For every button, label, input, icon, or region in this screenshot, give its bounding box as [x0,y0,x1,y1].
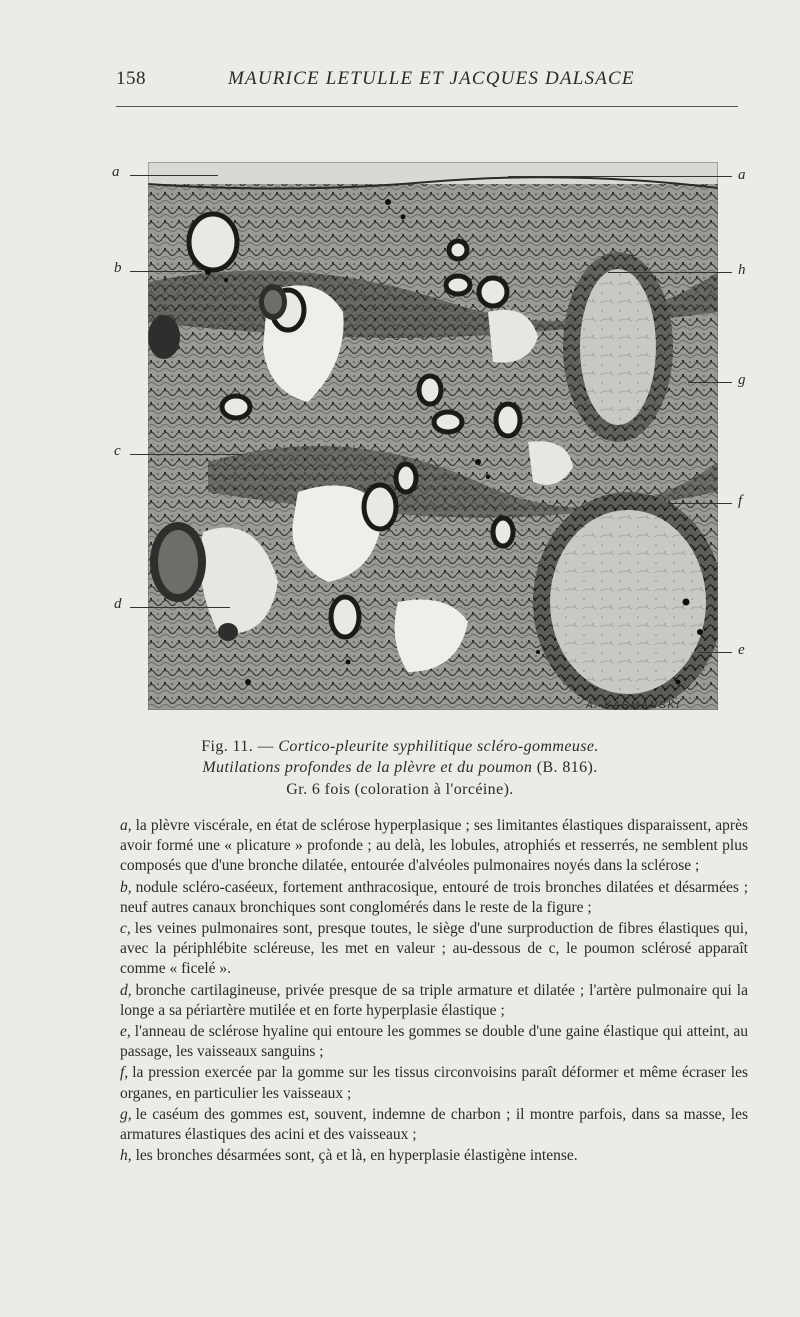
leader-line [130,607,230,608]
legend-key: b, [120,878,132,896]
figure-label-b: b [114,260,122,276]
figure-label-e: e [738,642,745,658]
legend-text: nodule scléro-caséeux, fortement anthracosique, entouré de trois bronches dilatées et désarmées ; neuf autres canaux bronchiques sont conglomérés dans le reste de la figure ; [120,878,748,916]
legend-key: f, [120,1064,129,1082]
caption-subtitle: Mutilations profondes de la plèvre et du poumon [202,759,533,776]
legend-text: la plèvre viscérale, en état de sclérose hyperplasique ; ses limitantes élastiques disparaissent, après avoir formé une « plicature » profonde ; au delà, les lobules, atrophiés et resserrés, ne semblent plus composés que d'une bronche dilatée, entourée d'alvéoles pulmonaires noyés dans la sclérose ; [120,817,748,875]
micrograph-image [148,162,718,710]
leader-line [698,652,732,653]
legend-text: le caséum des gommes est, souvent, indemne de charbon ; il montre parfois, dans sa masse, les armatures élastiques des acini et des vaisseaux ; [120,1105,748,1144]
legend-key: a, [120,817,132,834]
legend-text: bronche cartilagineuse, privée presque de sa triple armature et dilatée ; l'artère pulmonaire qui la longe a sa périartère mutilée et en forte hyperplasie élastique ; [120,981,748,1019]
legend-item-d [120,981,748,1021]
figure-label-f: f [738,493,743,509]
legend-item-c [120,919,748,980]
figure-caption-line-1 [0,738,800,756]
caption-magnification: Gr. 6 fois (coloration à l'orcéine). [286,781,514,798]
figure-label-a-right: a [738,167,746,183]
running-head: MAURICE LETULLE ET JACQUES DALSACE [228,68,635,89]
figure-label-d: d [114,596,122,612]
legend-key: c, [120,920,131,938]
figure-label-h: h [738,262,746,278]
legend-text: la pression exercée par la gomme sur les tissus circonvoisins paraît déformer et même écraser les organes, en particulier les vaisseaux ; [120,1064,748,1102]
figure [108,150,768,725]
leader-line [130,175,218,176]
legend-text: les veines pulmonaires sont, presque toutes, le siège d'une surproduction de fibres élastiques qui, avec la périphlébite scléreuse, les met en valeur ; au-dessous de c, le poumon sclérosé apparaît comme « ficelé ». [120,920,748,978]
page-number: 158 [116,68,146,89]
figure-label-a-left: a [112,164,120,180]
figure-label-c: c [114,443,121,459]
legend-item-h [120,1146,748,1166]
leader-line [688,382,732,383]
legend-item-a [120,816,748,877]
figure-caption-line-3 [0,781,800,799]
legend-text: les bronches désarmées sont, çà et là, en hyperplasie élastigène intense. [135,1147,578,1165]
artist-signature: A. KARMANSKI [586,700,682,711]
legend-key: d, [120,981,132,999]
caption-prefix: Fig. 11. — [201,738,279,755]
figure-label-g: g [738,372,746,388]
legend-key: h, [120,1147,132,1165]
legend-item-b [120,878,748,918]
leader-line [130,454,242,455]
caption-reference: (B. 816). [532,759,598,776]
figure-legend [120,816,748,1167]
legend-text: l'anneau de sclérose hyaline qui entoure les gommes se double d'une gaine élastique qui atteint, au passage, les vaisseaux sanguins ; [120,1023,748,1061]
leader-line [130,271,202,272]
caption-title: Cortico-pleurite syphilitique scléro-gommeuse. [278,738,599,755]
legend-item-e [120,1022,748,1062]
leader-line [608,272,732,273]
leader-line [508,176,732,177]
legend-item-g [120,1105,748,1145]
legend-key: e, [120,1023,131,1041]
legend-item-f [120,1063,748,1103]
header-rule [116,106,738,107]
leader-line [668,503,732,504]
figure-caption-line-2 [0,759,800,777]
legend-key: g, [120,1105,132,1123]
